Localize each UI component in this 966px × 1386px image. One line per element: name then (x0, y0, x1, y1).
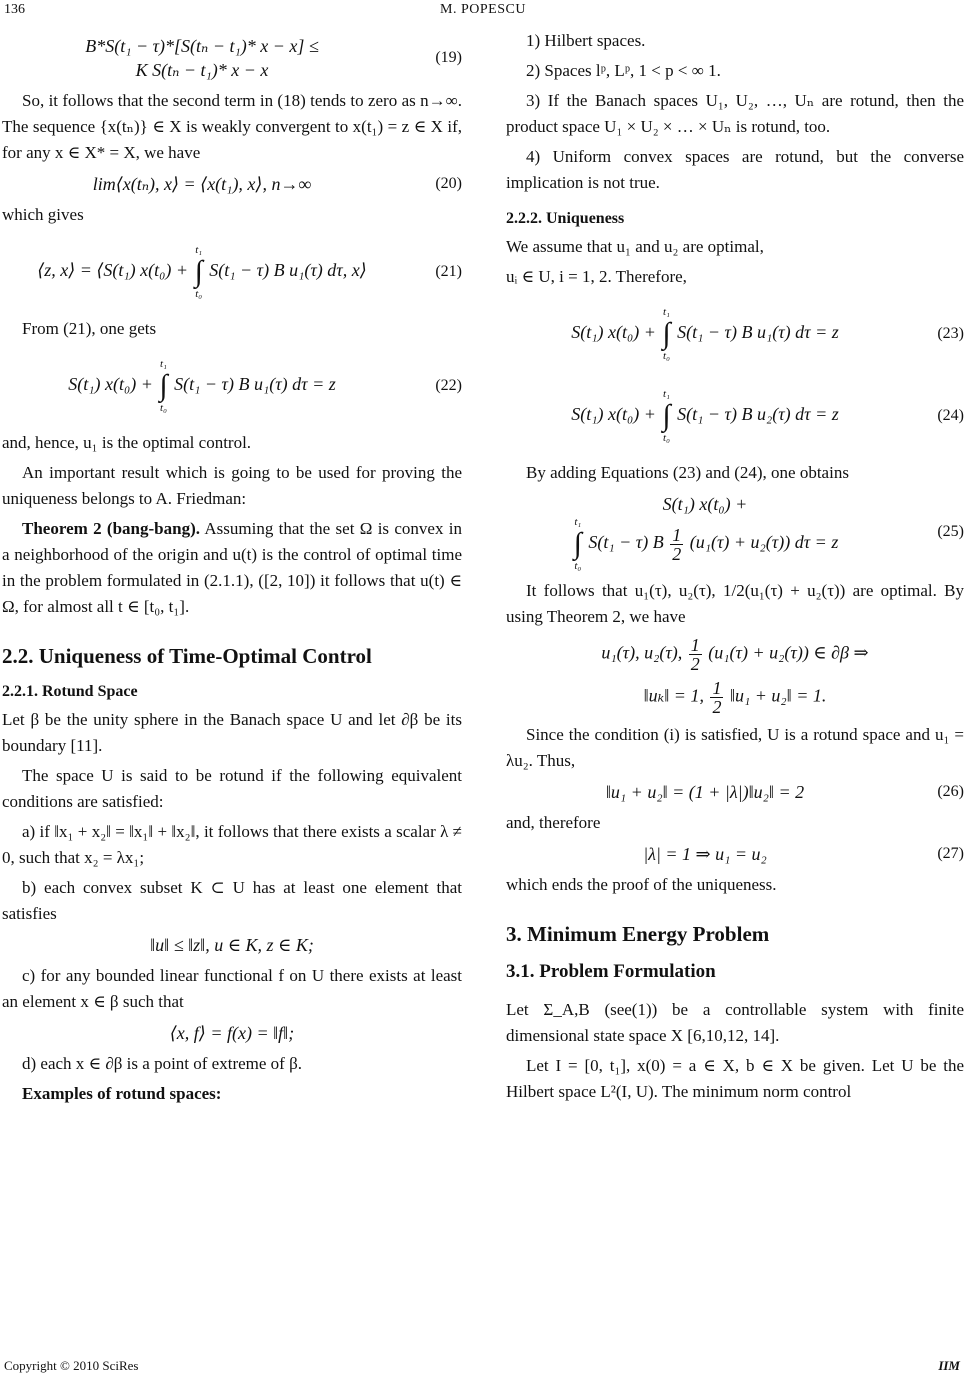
equation-21-rhs: S(t₁ − τ) B u₁(τ) dτ, x⟩ (209, 260, 367, 281)
integral-sign: t₁ ∫ t₀ (662, 306, 671, 362)
right-column (506, 28, 964, 1346)
equation-norms-part-2: ‖u₁ + u₂‖ = 1. (729, 685, 827, 706)
equation-22 (2, 348, 462, 424)
paragraph: By adding Equations (23) and (24), one obtains (526, 463, 849, 482)
fraction-one-half: $\frac{1}{2}$ (672, 524, 682, 564)
condition-c: c) for any bounded linear functional f on U there exists at least an element x ∈ β such that (2, 966, 462, 1011)
paragraph: It follows that u₁(τ), u₂(τ), 1/2(u₁(τ) + u₂(τ)) are optimal. By using Theorem 2, we have (506, 581, 964, 626)
running-author: M. POPESCU (440, 2, 526, 17)
subsection-heading: 3.1. Problem Formulation (506, 961, 716, 982)
equation-26 (506, 780, 964, 804)
equation-norms-part-1: ‖uₖ‖ = 1, (643, 685, 704, 706)
equation-number: (27) (937, 845, 964, 862)
paragraph: which gives (2, 205, 84, 224)
equation-boundary-part-1: u₁(τ), u₂(τ), (601, 642, 683, 663)
integral-sign: t₁ ∫ t₀ (159, 358, 168, 414)
examples-heading: Examples of rotund spaces: (22, 1084, 222, 1103)
paragraph: which ends the proof of the uniqueness. (506, 875, 777, 894)
paragraph: Let β be the unity sphere in the Banach space U and let ∂β be its boundary [11]. (2, 710, 462, 755)
example-item: 3) If the Banach spaces U₁, U₂, …, Uₙ are rotund, then the product space U₁ × U₂ × … × Uₙ is rotund, too. (506, 91, 964, 136)
theorem-title: Theorem 2 (bang-bang). (22, 519, 200, 538)
equation-27 (506, 842, 964, 866)
fraction-one-half: $\frac{1}{2}$ (712, 678, 722, 717)
page-number: 136 (4, 2, 25, 17)
subsection-heading: 2.2.1. Rotund Space (2, 683, 138, 700)
paragraph: uᵢ ∈ U, i = 1, 2. Therefore, (506, 267, 687, 286)
section-heading: 3. Minimum Energy Problem (506, 922, 770, 946)
equation-23-lhs: S(t₁) x(t₀) + (571, 322, 656, 343)
copyright-notice: Copyright © 2010 SciRes (4, 1358, 139, 1373)
fraction-one-half: $\frac{1}{2}$ (690, 635, 700, 674)
equation-23 (506, 296, 964, 372)
integral-sign: t₁ ∫ t₀ (573, 516, 582, 572)
paragraph: Let Σ_A,B (see(1)) be a controllable system with finite dimensional state space X [6,10,12, 14]. (506, 1000, 964, 1045)
equation-21-lhs: ⟨z, x⟩ = ⟨S(t₁) x(t₀) + (37, 260, 189, 281)
example-item: 2) Spaces lᵖ, Lᵖ, 1 < p < ∞ 1. (526, 61, 721, 80)
equation-24-rhs: S(t₁ − τ) B u₂(τ) dτ = z (677, 404, 839, 425)
equation-22-rhs: S(t₁ − τ) B u₁(τ) dτ = z (174, 374, 336, 395)
theorem-2 (2, 516, 462, 620)
equation-number: (25) (937, 523, 964, 540)
equation-norms (506, 679, 964, 716)
equation-number: (24) (937, 407, 964, 424)
paragraph: Since the condition (i) is satisfied, U is a rotund space and u₁ = λu₂. Thus, (506, 725, 964, 770)
page-header (0, 0, 966, 22)
paragraph: So, it follows that the second term in (18) tends to zero as n→∞. The sequence {x(tₙ)} ∈ X is weakly convergent to x(t₁) = z ∈ X if, for any x ∈ X* = X, we have (2, 91, 462, 162)
page-footer (0, 1358, 966, 1380)
paragraph: The space U is said to be rotund if the following equivalent conditions are satisfied: (2, 766, 462, 811)
condition-b: b) each convex subset K ⊂ U has at least one element that satisfies (2, 878, 462, 923)
example-item: 1) Hilbert spaces. (526, 31, 646, 50)
left-column (2, 28, 462, 1346)
example-item: 4) Uniform convex spaces are rotund, but the converse implication is not true. (506, 147, 964, 192)
condition-a: a) if ‖x₁ + x₂‖ = ‖x₁‖ + ‖x₂‖, it follows that there exists a scalar λ ≠ 0, such that x₂ = λx₁; (2, 822, 462, 867)
journal-name: IIM (938, 1358, 960, 1373)
equation-22-lhs: S(t₁) x(t₀) + (68, 374, 153, 395)
equation-condition-b: ‖u‖ ≤ ‖z‖, u ∈ K, z ∈ K; (150, 935, 314, 955)
equation-number: (23) (937, 325, 964, 342)
equation-21 (2, 234, 462, 310)
paragraph: We assume that u₁ and u₂ are optimal, (506, 237, 764, 256)
paragraph: and, therefore (506, 813, 601, 832)
equation-26-body: ‖u₁ + u₂‖ = (1 + |λ|)‖u₂‖ = 2 (605, 782, 805, 802)
section-heading: 2.2. Uniqueness of Time-Optimal Control (2, 644, 372, 668)
integral-sign: t₁ ∫ t₀ (662, 388, 671, 444)
paragraph: and, hence, u₁ is the optimal control. (2, 433, 252, 452)
equation-25-line-1: S(t₁) x(t₀) + (662, 494, 748, 514)
paragraph: Let I = [0, t₁], x(0) = a ∈ X, b ∈ X be given. Let U be the Hilbert space L²(I, U). The minimum norm control (506, 1056, 964, 1101)
equation-19-line-2: K S(tₙ − t₁)* x − x (135, 60, 269, 80)
equation-20 (2, 172, 462, 196)
equation-boundary-part-2: (u₁(τ) + u₂(τ)) ∈ ∂β ⇒ (708, 642, 869, 663)
paragraph: An important result which is going to be used for proving the uniqueness belongs to A. Friedman: (2, 463, 462, 508)
equation-number: (19) (435, 49, 462, 66)
equation-19 (2, 34, 462, 82)
equation-25-end: (u₁(τ) + u₂(τ)) dτ = z (689, 532, 839, 553)
equation-24-lhs: S(t₁) x(t₀) + (571, 404, 656, 425)
equation-number: (22) (435, 377, 462, 394)
paragraph: From (21), one gets (22, 319, 157, 338)
equation-19-line-1: B*S(t₁ − τ)*[S(tₙ − t₁)* x − x] ≤ (85, 36, 319, 56)
subsection-heading: 2.2.2. Uniqueness (506, 210, 625, 227)
equation-25 (506, 492, 964, 572)
equation-20-body: lim⟨x(tₙ), x⟩ = ⟨x(t₁), x⟩, n→∞ (92, 174, 312, 194)
equation-number: (21) (435, 263, 462, 280)
equation-27-body: |λ| = 1 ⇒ u₁ = u₂ (643, 844, 767, 864)
equation-number: (20) (435, 175, 462, 192)
equation-23-rhs: S(t₁ − τ) B u₁(τ) dτ = z (677, 322, 839, 343)
equation-condition-c: ⟨x, f⟩ = f(x) = ‖f‖; (169, 1023, 295, 1043)
condition-d: d) each x ∈ ∂β is a point of extreme of β. (22, 1054, 302, 1073)
equation-number: (26) (937, 783, 964, 800)
equation-25-mid: S(t₁ − τ) B (588, 532, 664, 553)
theorem-text: Assuming that the set Ω is convex in a neighborhood of the origin and u(t) is the control of optimal time in the problem formulated in (2.1.1), ([2, 10]) it follows that u(t) ∈ Ω, for almost all t ∈ [t₀, t₁]. (2, 519, 462, 616)
integral-sign: t₁ ∫ t₀ (194, 244, 203, 300)
equation-boundary (506, 636, 964, 673)
equation-24 (506, 378, 964, 454)
